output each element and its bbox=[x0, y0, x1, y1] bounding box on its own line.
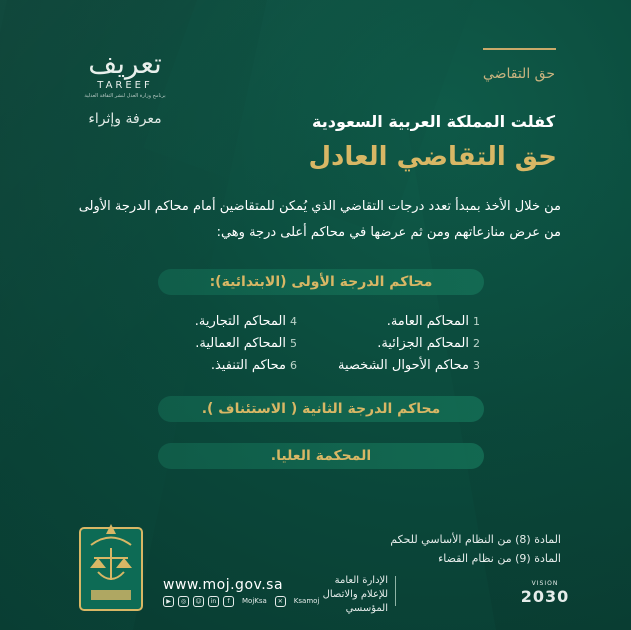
list-item bbox=[195, 314, 297, 329]
youtube-icon[interactable]: ▶ bbox=[163, 596, 174, 607]
first-degree-banner: محاكم الدرجة الأولى (الابتدائية): bbox=[158, 269, 484, 295]
tareef-logo bbox=[70, 47, 180, 127]
section-divider bbox=[483, 48, 556, 50]
logo-english: TAREEF bbox=[97, 80, 153, 91]
snapchat-icon[interactable]: ☺ bbox=[193, 596, 204, 607]
ministry-emblem-icon bbox=[76, 520, 146, 615]
page-title: حق التقاضي العادل bbox=[308, 142, 557, 172]
section-label: حق التقاضي bbox=[482, 66, 555, 82]
court-label: محاكم الأحوال الشخصية bbox=[338, 358, 469, 373]
court-label: محاكم التنفيذ. bbox=[210, 358, 286, 373]
list-item bbox=[387, 314, 480, 329]
website-link[interactable]: www.moj.gov.sa bbox=[163, 577, 284, 593]
vision-year: 2030 bbox=[520, 587, 570, 606]
intro-text: من خلال الأخذ بمبدأ تعدد درجات التقاضي الذي يُمكن للمتقاضين أمام محاكم الدرجة الأولى من عرض منازعاتهم ومن ثم عرضها في محاكم أعلى درجة وهي: bbox=[78, 199, 561, 240]
court-label: المحاكم العمالية. bbox=[195, 336, 286, 351]
vision-2030-logo bbox=[515, 580, 575, 606]
list-item bbox=[211, 358, 297, 373]
court-number: 3 bbox=[473, 359, 480, 372]
logo-arabic: تعريف bbox=[88, 47, 162, 80]
article-reference: المادة (8) من النظام الأساسي للحكم bbox=[390, 533, 561, 546]
department-name: الإدارة العامة للإعلام والاتصال المؤسسي bbox=[322, 575, 388, 614]
court-number: 5 bbox=[290, 337, 297, 350]
supreme-court-banner: المحكمة العليا. bbox=[158, 443, 484, 469]
list-item bbox=[338, 358, 480, 373]
logo-subtitle: برنامج وزارة العدل لنشر الثقافة العدلية bbox=[84, 93, 166, 99]
logo-tagline: معرفة وإثراء bbox=[88, 111, 162, 127]
twitter-icon[interactable]: ✕ bbox=[275, 596, 286, 607]
social-handle: MojKsa bbox=[242, 597, 267, 605]
instagram-icon[interactable]: ◎ bbox=[178, 596, 189, 607]
list-item bbox=[195, 336, 297, 351]
social-handle: Ksamoj bbox=[293, 597, 320, 605]
court-number: 4 bbox=[290, 315, 297, 328]
court-number: 2 bbox=[473, 337, 480, 350]
article-reference: المادة (9) من نظام القضاء bbox=[438, 552, 561, 565]
footer-divider bbox=[395, 576, 396, 606]
vision-label: VISION bbox=[531, 580, 559, 587]
facebook-icon[interactable]: f bbox=[223, 596, 234, 607]
linkedin-icon[interactable]: in bbox=[208, 596, 219, 607]
court-number: 1 bbox=[473, 315, 480, 328]
court-label: المحاكم التجارية. bbox=[194, 314, 286, 329]
second-degree-banner: محاكم الدرجة الثانية ( الاستئناف ). bbox=[158, 396, 484, 422]
social-links bbox=[163, 596, 323, 607]
court-label: المحاكم الجزائية. bbox=[377, 336, 469, 351]
court-label: المحاكم العامة. bbox=[386, 314, 469, 329]
court-number: 6 bbox=[290, 359, 297, 372]
heading: كفلت المملكة العربية السعودية bbox=[312, 112, 555, 131]
list-item bbox=[377, 336, 480, 351]
